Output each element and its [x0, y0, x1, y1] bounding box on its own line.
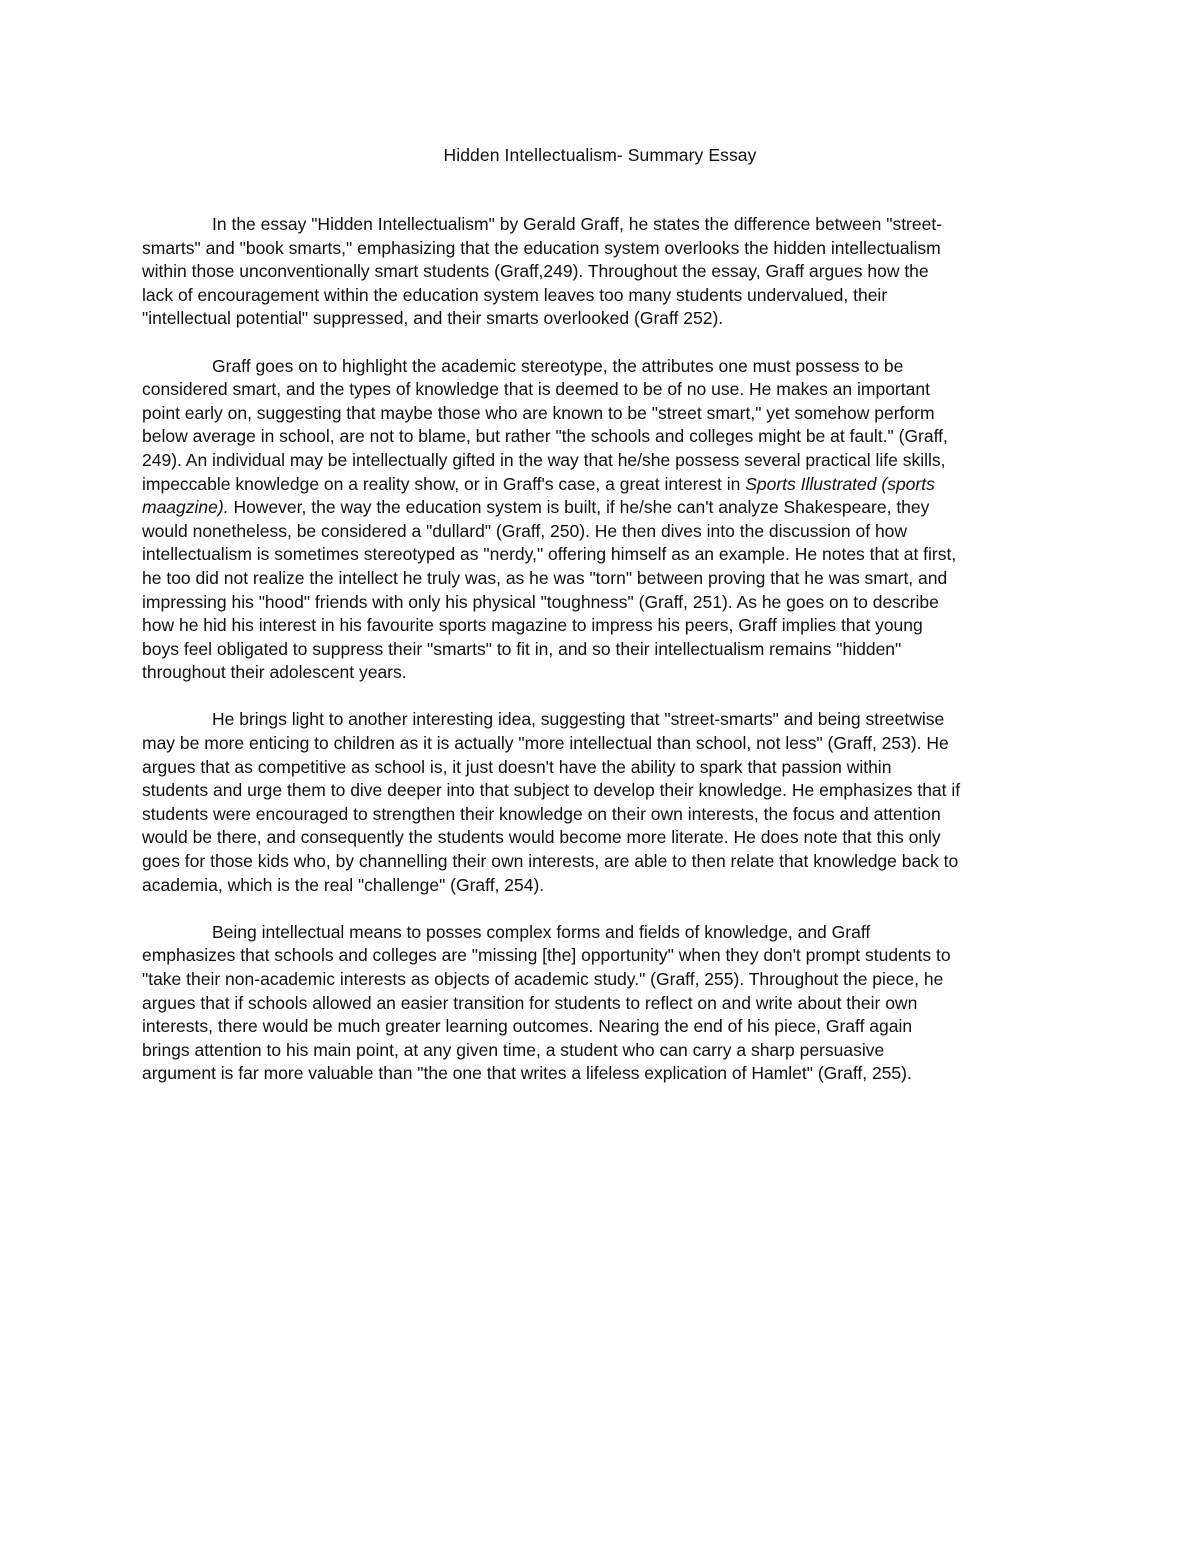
paragraph-line: [142, 850, 1062, 874]
paragraph-line: [142, 378, 1062, 402]
paragraph-line: [142, 921, 1062, 945]
paragraph-line: [142, 1015, 1062, 1039]
italic-text: Sports Illustrated (sports: [745, 473, 935, 494]
document-title: Hidden Intellectualism- Summary Essay: [443, 145, 757, 165]
italic-text: maagzine).: [142, 497, 229, 518]
line-text: point early on, suggesting that maybe those who are known to be "street smart," yet somehow perform: [142, 402, 935, 423]
line-text: He brings light to another interesting idea, suggesting that "street-smarts" and being streetwise: [212, 709, 945, 730]
line-text: interests, there would be much greater learning outcomes. Nearing the end of his piece, Graff again: [142, 1016, 913, 1037]
paragraph-line: [142, 284, 1062, 308]
line-text: argues that as competitive as school is, it just doesn't have the ability to spark that passion within: [142, 756, 892, 777]
paragraph-line: [142, 591, 1062, 615]
paragraph-line: [142, 614, 1062, 638]
paragraph-line: [142, 968, 1062, 992]
line-text: However, the way the education system is built, if he/she can't analyze Shakespeare, they: [228, 497, 930, 518]
line-text: academia, which is the real "challenge" (Graff, 254).: [142, 874, 545, 895]
line-text: lack of encouragement within the education system leaves too many students undervalued, their: [142, 284, 888, 305]
line-text: would be there, and consequently the students would become more literate. He does note that this only: [142, 827, 941, 848]
paragraph-line: [142, 803, 1062, 827]
line-text: impressing his "hood" friends with only his physical "toughness" (Graff, 251). As he goes on to describe: [142, 591, 939, 612]
line-text: smarts" and "book smarts," emphasizing that the education system overlooks the hidden intellectualism: [142, 237, 941, 258]
paragraph-line: [142, 944, 1062, 968]
essay-paragraph: [142, 355, 1062, 685]
essay-paragraph: [142, 213, 1062, 331]
paragraph-line: [142, 826, 1062, 850]
paragraph-line: [142, 992, 1062, 1016]
line-text: students and urge them to dive deeper into that subject to develop their knowledge. He emphasizes that if: [142, 780, 961, 801]
essay-paragraph: [142, 921, 1062, 1086]
line-text: "intellectual potential" suppressed, and their smarts overlooked (Graff 252).: [142, 308, 724, 329]
paragraph-line: [142, 732, 1062, 756]
paragraph-line: [142, 260, 1062, 284]
line-text: boys feel obligated to suppress their "smarts" to fit in, and so their intellectualism remains "hidden": [142, 638, 902, 659]
paragraph-line: [142, 661, 1062, 685]
line-text: goes for those kids who, by channelling their own interests, are able to then relate that knowledge back to: [142, 851, 959, 872]
essay-paragraph: [142, 708, 1062, 897]
line-text: within those unconventionally smart students (Graff,249). Throughout the essay, Graff argues how the: [142, 261, 929, 282]
line-text: considered smart, and the types of knowledge that is deemed to be of no use. He makes an important: [142, 379, 930, 400]
line-text: "take their non-academic interests as objects of academic study." (Graff, 255). Throughout the piece, he: [142, 969, 944, 989]
line-text: 249). An individual may be intellectually gifted in the way that he/she possess several practical life skills,: [142, 449, 946, 470]
paragraph-line: [142, 496, 1062, 520]
paragraph-line: [142, 425, 1062, 449]
paragraph-line: [142, 355, 1062, 379]
line-text: emphasizes that schools and colleges are "missing [the] opportunity" when they don't prompt students to: [142, 945, 951, 966]
line-text: argument is far more valuable than "the one that writes a lifeless explication of Hamlet" (Graff, 255).: [142, 1063, 912, 1084]
paragraph-line: [142, 1062, 1062, 1086]
line-text: argues that if schools allowed an easier transition for students to reflect on and write about their own: [142, 992, 918, 1013]
line-text: may be more enticing to children as it is actually "more intellectual than school, not less" (Graff, 253). He: [142, 733, 949, 754]
paragraph-line: [142, 708, 1062, 732]
paragraph-line: [142, 213, 1062, 237]
line-text: impeccable knowledge on a reality show, or in Graff's case, a great interest in: [142, 473, 746, 494]
line-text: would nonetheless, be considered a "dullard" (Graff, 250). He then dives into the discussion of how: [142, 520, 908, 541]
paragraph-line: [142, 449, 1062, 473]
paragraph-line: [142, 237, 1062, 261]
paragraph-line: [142, 756, 1062, 780]
paragraph-line: [142, 543, 1062, 567]
paragraph-line: [142, 402, 1062, 426]
line-text: Graff goes on to highlight the academic stereotype, the attributes one must possess to be: [212, 355, 904, 376]
line-text: students were encouraged to strengthen their knowledge on their own interests, the focus and attention: [142, 803, 941, 824]
line-text: brings attention to his main point, at any given time, a student who can carry a sharp persuasive: [142, 1039, 885, 1060]
line-text: below average in school, are not to blame, but rather "the schools and colleges might be at fault." (Graff,: [142, 426, 948, 447]
line-text: throughout their adolescent years.: [142, 662, 407, 683]
paragraph-line: [142, 307, 1062, 331]
line-text: he too did not realize the intellect he truly was, as he was "torn" between proving that he was smart, and: [142, 567, 948, 588]
paragraph-line: [142, 473, 1062, 497]
line-text: Being intellectual means to posses complex forms and fields of knowledge, and Graff: [212, 921, 871, 942]
line-text: In the essay "Hidden Intellectualism" by Gerald Graff, he states the difference between "street-: [212, 214, 943, 234]
paragraph-line: [142, 874, 1062, 898]
line-text: how he hid his interest in his favourite sports magazine to impress his peers, Graff implies that young: [142, 615, 923, 636]
line-text: intellectualism is sometimes stereotyped as "nerdy," offering himself as an example. He notes that at first,: [142, 544, 957, 565]
paragraph-line: [142, 520, 1062, 544]
paragraph-line: [142, 638, 1062, 662]
essay-body: [142, 213, 1062, 1086]
paragraph-line: [142, 779, 1062, 803]
paragraph-line: [142, 1039, 1062, 1063]
paragraph-line: [142, 567, 1062, 591]
